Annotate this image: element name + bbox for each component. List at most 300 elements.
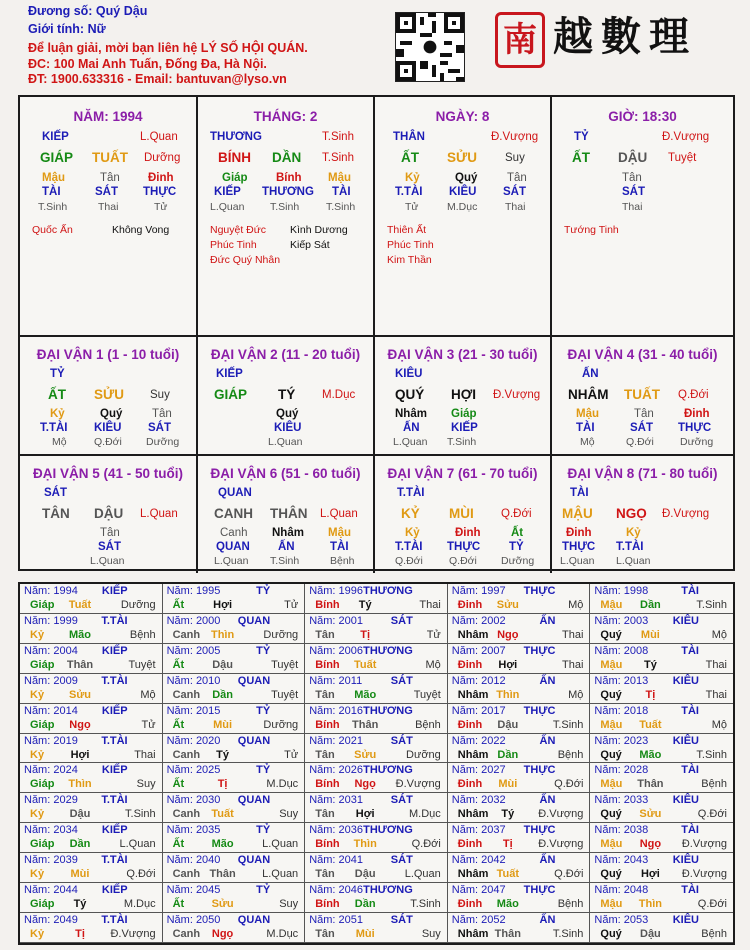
year-number: 1997 [481,585,506,597]
year-stem: Mậu [600,778,623,791]
year-cell [590,883,733,913]
year-label [24,914,78,927]
hidden-stem: Đinh [566,527,592,539]
year-number: 2007 [481,644,506,657]
year-state: Thai [561,628,584,641]
year-stem: Đinh [457,658,483,671]
year-number: 2042 [481,854,506,867]
year-branch: Tuất [211,808,234,821]
year-state: Bệnh [129,628,156,641]
year-stem: Bính [315,778,340,791]
year-label [167,764,221,777]
hidden-state: Bệnh [330,555,355,567]
year-label [167,675,221,688]
hidden-god: TÀI [330,541,349,553]
year-number: 2044 [53,884,78,897]
year-cell [20,823,163,853]
star: Kình Dương [290,224,348,236]
pillar-title: GIỜ: 18:30 [608,109,677,124]
year-stem: Đinh [457,718,483,731]
year-god: TÀI [681,704,699,717]
year-cell [305,913,448,943]
hidden-state: L.Quan [90,555,125,567]
year-god: THỰC [523,884,556,897]
year-branch: Mùi [355,928,375,941]
star: Kim Thần [387,254,432,266]
year-state: Bệnh [557,898,584,911]
year-prefix: Năm: [24,794,54,807]
year-stem: Ất [172,838,185,851]
year-state: Dưỡng [263,628,299,641]
year-stem: Canh [172,688,201,701]
year-state: T.Sinh [696,599,727,611]
year-prefix: Năm: [451,585,482,597]
year-label [452,884,506,897]
year-number: 2015 [195,704,221,717]
pillar-stem: BÍNH [218,150,251,165]
pillar-state: Suy [505,152,525,164]
dai-van-title: ĐẠI VẬN 4 (31 - 40 tuổi) [567,347,718,362]
year-number: 2046 [338,884,364,897]
year-state: T.Sinh [410,898,441,911]
year-prefix: Năm: [451,914,482,927]
year-stem: Tân [315,808,335,821]
pillar-top-state: T.Sinh [322,131,354,143]
dai-van-state: L.Quan [140,508,178,520]
contact-note: Để luận giải, mời bạn liên hệ LÝ SỐ HỘI QUÁN. [28,41,308,55]
year-stem: Quý [600,928,622,941]
year-state: Đ.Vượng [395,778,441,791]
year-prefix: Năm: [594,794,624,807]
year-prefix: Năm: [24,614,54,627]
hidden-state: L.Quan [560,555,595,567]
year-cell [590,853,733,883]
hidden-god: TỶ [509,541,524,553]
year-stem: Giáp [30,658,55,671]
year-stem: Tân [315,868,335,881]
dai-van-branch: TÝ [278,387,296,402]
year-label [309,884,363,897]
year-label [167,824,221,837]
year-stem: Mậu [600,898,623,911]
year-label [452,764,506,777]
year-number: 1998 [623,585,649,597]
year-branch: Ngọ [497,628,519,641]
year-god: T.TÀI [101,854,128,867]
hidden-god: SÁT [148,422,171,434]
year-stem: Quý [600,808,622,821]
hidden-god: THƯƠNG [262,186,314,198]
year-branch: Mùi [213,718,233,731]
hidden-stem: Kỷ [626,527,641,539]
year-number: 2022 [481,734,506,747]
hidden-stem: Quý [455,172,478,184]
pillar-god: THƯƠNG [210,131,262,143]
year-number: 2049 [53,914,78,927]
year-state: L.Quan [404,868,441,881]
year-stem: Nhâm [457,808,489,821]
year-cell [305,763,448,793]
pillar-title: THÁNG: 2 [253,109,318,124]
year-god: QUAN [237,614,271,627]
year-cell [163,644,306,674]
hidden-stem: Tân [100,527,120,539]
year-god: SÁT [390,854,413,867]
hidden-stem: Mậu [328,527,351,539]
year-stem: Giáp [30,838,55,851]
hidden-god: SÁT [630,422,653,434]
year-number: 2040 [195,854,221,867]
hidden-god: T.TÀI [40,422,68,434]
year-cell [448,614,591,644]
star: Phúc Tinh [210,239,257,251]
pillar-day [375,97,552,337]
hidden-stem: Đinh [455,527,481,539]
year-state: L.Quan [119,838,156,851]
year-label [452,585,506,598]
hidden-stem: Mậu [42,172,65,184]
year-god: KIẾP [101,884,128,897]
year-god: KIẾP [101,824,128,837]
year-cell [163,793,306,823]
pillar-stem: ẤT [572,150,590,165]
year-branch: Thân [66,658,94,671]
hidden-god: KIÊU [94,422,122,434]
year-prefix: Năm: [309,914,339,927]
year-god: KIÊU [672,914,699,927]
hidden-state: L.Quan [214,555,249,567]
year-stem: Canh [172,808,201,821]
year-branch: Mão [639,748,662,761]
year-cell [305,704,448,734]
year-stem: Mậu [600,599,623,611]
year-label [309,824,363,837]
hidden-stem: Đinh [684,408,710,420]
year-cell [448,823,591,853]
year-number: 2048 [623,884,649,897]
dai-van-god: ẤN [582,368,599,380]
year-god: THỰC [523,585,556,597]
year-branch: Dần [69,838,91,851]
year-cell [305,823,448,853]
year-state: Tử [284,748,299,761]
year-stem: Nhâm [457,928,489,941]
year-prefix: Năm: [24,704,54,717]
year-prefix: Năm: [309,614,339,627]
year-prefix: Năm: [594,644,624,657]
year-number: 2033 [623,794,649,807]
year-label [167,884,221,897]
year-branch: Thìn [210,628,235,641]
year-branch: Sửu [496,599,519,611]
hidden-god: THỰC [562,541,596,553]
year-god: ẤN [539,854,556,867]
dai-van-god: KIÊU [395,368,423,380]
year-state: Tuyệt [128,658,156,671]
dai-van-god: TÀI [570,487,589,499]
dai-van-7 [375,456,552,573]
dai-van-stem: ẤT [48,387,66,402]
year-god: ẤN [539,794,556,807]
year-label [452,914,506,927]
year-label [594,794,648,807]
hidden-god: TÀI [42,186,61,198]
year-number: 2021 [338,734,364,747]
dai-van-state: Đ.Vượng [662,508,710,520]
year-stem: Mậu [600,718,623,731]
year-label [594,854,648,867]
year-god: KIẾP [101,764,128,777]
year-branch: Dần [354,898,376,911]
year-branch: Mùi [640,628,660,641]
year-prefix: Năm: [594,854,624,867]
year-state: L.Quan [262,838,299,851]
hidden-state: Thai [98,201,119,213]
year-label [167,794,221,807]
year-label [167,854,221,867]
year-stem: Bính [315,599,340,611]
year-label [24,615,78,628]
hidden-state: T.Sinh [38,201,68,213]
year-state: Mộ [568,599,584,611]
year-state: Thai [561,658,584,671]
year-god: THƯƠNG [363,764,413,777]
year-label [594,884,648,897]
dai-van-stem: MẬU [562,506,593,521]
hidden-state: Q.Đới [449,555,477,567]
dai-van-branch: DẬU [94,506,124,521]
year-state: Mộ [711,628,727,641]
year-god: TỶ [256,764,271,777]
year-cell [305,793,448,823]
year-cell [163,913,306,943]
year-god: QUAN [237,854,271,867]
year-number: 2031 [338,794,364,807]
year-number: 2032 [481,794,506,807]
year-stem: Canh [172,928,201,941]
year-label [452,735,506,748]
year-state: Tử [141,718,156,731]
year-god: QUAN [237,914,271,927]
year-prefix: Năm: [166,854,196,867]
year-label [24,705,78,718]
dai-van-stem: KỶ [401,506,420,521]
year-label [167,645,221,658]
year-stem: Mậu [600,838,623,851]
hidden-god: SÁT [95,186,118,198]
hidden-state: T.Sinh [326,201,356,213]
year-god: TỶ [256,704,271,717]
year-prefix: Năm: [166,704,196,717]
year-state: Dưỡng [406,748,441,761]
year-cell [448,883,591,913]
year-label [167,585,221,598]
year-branch: Sửu [211,898,234,911]
year-cell [305,853,448,883]
year-god: KIÊU [672,794,699,807]
year-number: 2037 [481,824,506,837]
year-number: 2012 [481,674,506,687]
dai-van-god: QUAN [218,487,252,499]
year-state: Mộ [425,658,441,671]
year-branch: Tuất [68,599,92,611]
hidden-state: Dưỡng [146,436,180,448]
pillar-state: Dưỡng [144,152,181,164]
year-prefix: Năm: [594,764,624,777]
year-stem: Đinh [457,778,483,791]
year-cell [305,734,448,764]
hidden-stem: Tân [622,172,642,184]
year-prefix: Năm: [309,674,339,687]
year-state: Q.Đới [554,868,584,881]
year-god: TÀI [681,824,699,837]
year-stem: Bính [315,898,340,911]
year-number: 2038 [623,824,649,837]
year-branch: Mão [69,628,91,641]
year-branch: Tị [217,778,228,791]
hidden-stem: Nhâm [395,408,427,420]
year-branch: Thìn [68,778,92,791]
year-prefix: Năm: [451,674,482,687]
year-state: Suy [421,928,441,941]
hidden-state: Thai [505,201,526,213]
hidden-god: TÀI [576,422,595,434]
year-cell [163,584,306,614]
year-prefix: Năm: [166,914,196,927]
year-cell [590,823,733,853]
year-state: Bệnh [701,778,727,791]
year-label [309,585,363,598]
dai-van-god: SÁT [44,487,67,499]
year-stem: Ất [172,778,185,791]
hidden-state: L.Quan [210,201,245,213]
hidden-state: Q.Đới [395,555,423,567]
year-number: 2003 [623,614,649,627]
year-cell [163,674,306,704]
year-god: SÁT [390,794,413,807]
year-stem: Kỷ [30,808,45,821]
year-god: SÁT [390,914,413,927]
year-cell [20,644,163,674]
year-god: KIẾP [101,644,128,657]
hidden-god: ẤN [403,422,420,434]
year-branch: Dậu [69,808,91,821]
year-prefix: Năm: [24,734,54,747]
hidden-god: THỰC [447,541,481,553]
year-branch: Dậu [354,868,376,881]
year-branch: Tý [501,808,515,821]
hidden-stem: Đinh [148,172,174,184]
year-label [24,735,78,748]
year-god: THƯƠNG [363,644,413,657]
year-label [452,675,506,688]
year-prefix: Năm: [166,794,196,807]
year-branch: Sửu [354,748,377,761]
year-stem: Canh [172,868,201,881]
year-state: Thai [134,748,156,761]
hidden-stem: Mậu [576,408,599,420]
year-label [24,645,78,658]
year-label [452,824,506,837]
year-cell [163,883,306,913]
year-state: Tử [284,599,299,611]
hidden-state: Mộ [52,436,67,448]
year-stem: Canh [172,628,201,641]
year-cell [20,853,163,883]
year-god: TỶ [256,884,271,897]
year-state: Suy [279,808,299,821]
year-state: Đ.Vượng [110,928,156,941]
dai-van-stem: TÂN [42,506,70,521]
year-label [167,615,221,628]
dai-van-branch: TUẤT [624,387,660,402]
hidden-god: KIÊU [449,186,477,198]
year-number: 2006 [338,644,364,657]
year-stem: Bính [315,838,340,851]
hidden-state: Mộ [580,436,595,448]
year-cell [590,614,733,644]
year-god: SÁT [390,734,413,747]
year-cell [305,883,448,913]
hidden-stem: Tân [100,172,120,184]
year-state: T.Sinh [552,718,584,731]
brand-title: 越數理 [553,13,697,60]
pillar-god: TỶ [574,131,589,143]
pillar-month [198,97,375,337]
year-label [167,705,221,718]
dai-van-branch: MÙI [449,506,474,521]
year-prefix: Năm: [309,764,339,777]
year-stem: Giáp [30,718,55,731]
year-label [309,735,363,748]
year-stem: Ất [172,718,185,731]
year-stem: Đinh [457,599,483,611]
year-stem: Kỷ [30,868,45,881]
year-number: 2051 [338,914,364,927]
year-prefix: Năm: [309,824,339,837]
year-branch: Dậu [497,718,519,731]
year-label [594,585,648,598]
year-branch: Tuất [353,658,377,671]
star: Phúc Tinh [387,239,434,251]
year-god: KIẾP [101,704,128,717]
year-stem: Quý [600,628,622,641]
year-cell [448,793,591,823]
year-label [24,675,78,688]
year-state: Tử [426,628,441,641]
year-cell [448,734,591,764]
qr-code-icon [395,12,465,82]
year-label [309,794,363,807]
year-stem: Kỷ [30,628,45,641]
year-prefix: Năm: [594,674,624,687]
hidden-stem: Quý [100,408,123,420]
year-cell [448,913,591,943]
year-state: Tuyệt [271,688,299,701]
year-stem: Canh [172,748,201,761]
year-stem: Nhâm [457,868,489,881]
hidden-god: QUAN [216,541,250,553]
year-god: TÀI [681,644,699,657]
year-stem: Kỷ [30,688,45,701]
year-state: T.Sinh [696,748,727,761]
year-state: Q.Đới [697,808,727,821]
year-prefix: Năm: [594,884,624,897]
year-god: TÀI [681,884,699,897]
year-number: 2039 [53,854,78,867]
year-cell [163,763,306,793]
year-god: KIẾP [101,585,128,597]
